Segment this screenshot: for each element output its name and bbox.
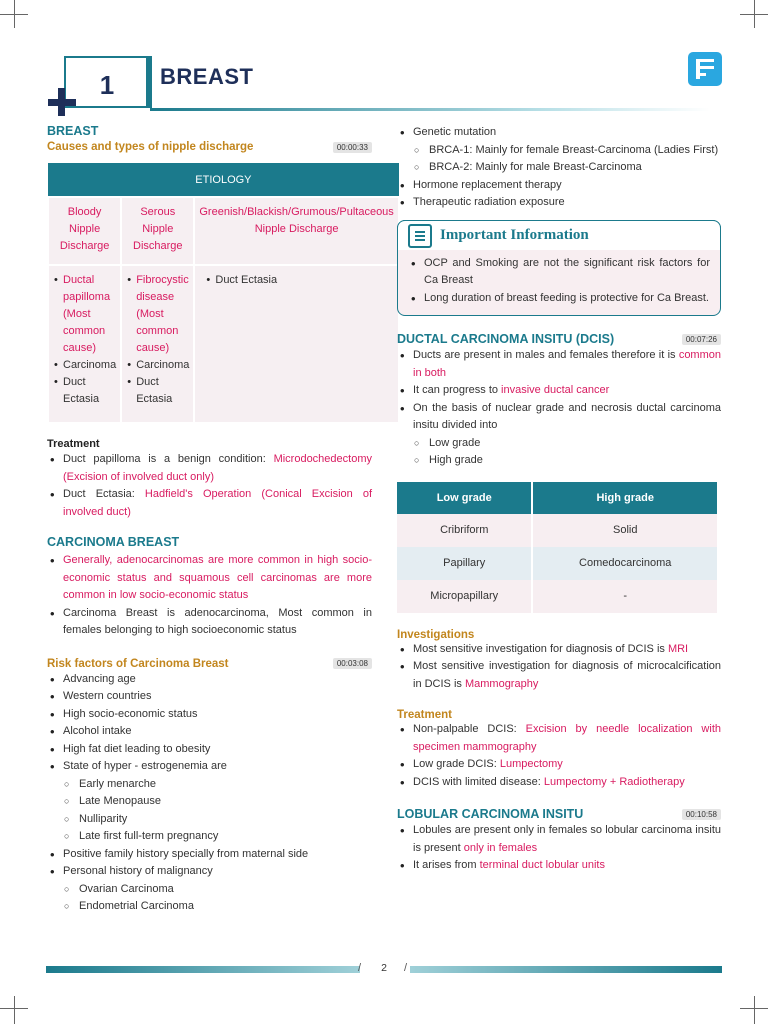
video-timestamp[interactable]: 00:07:26 bbox=[682, 334, 721, 345]
list-item: • Advancing age bbox=[47, 671, 372, 689]
footer-slash: / bbox=[404, 962, 408, 974]
list-item: • Personal history of malignancy bbox=[47, 863, 372, 881]
list-item: • Duct papilloma is a benign condition: Microdochedectomy (Excision of involved duct only) bbox=[47, 451, 372, 486]
list-item: • Carcinoma bbox=[53, 357, 116, 374]
list-item: • Non-palpable DCIS: Excision by needle localization with specimen mammography bbox=[397, 721, 721, 756]
section-title: CARCINOMA BREAST bbox=[47, 535, 180, 549]
publisher-logo-icon bbox=[688, 52, 722, 86]
column-header: High grade bbox=[532, 482, 718, 514]
sub-list-item: ○ BRCA-2: Mainly for male Breast-Carcinoma bbox=[397, 159, 721, 177]
subsection-title: Investigations bbox=[397, 628, 475, 641]
sub-list-item: ○ Late Menopause bbox=[47, 793, 372, 811]
list-item: • Long duration of breast feeding is protective for Ca Breast. bbox=[408, 290, 710, 308]
footer-slash: / bbox=[358, 962, 362, 974]
table-cell bbox=[48, 265, 121, 423]
list-item: • High socio-economic status bbox=[47, 706, 372, 724]
list-item: • Most sensitive investigation for diagnosis of DCIS is MRI bbox=[397, 641, 721, 659]
list-item: • Therapeutic radiation exposure bbox=[397, 194, 721, 212]
list-item: • Generally, adenocarcinomas are more common in high socio-economic status and squamous cell carcinomas are more common in low socio-economic status bbox=[47, 552, 372, 605]
list-item: • OCP and Smoking are not the significant risk factors for Ca Breast bbox=[408, 255, 710, 290]
list-item: • Most sensitive investigation for diagnosis of microcalcification in DCIS is Mammography bbox=[397, 658, 721, 693]
column-title: Greenish/Blackish/Grumous/Pultaceous Nipple Discharge bbox=[194, 197, 398, 265]
table-cell: Micropapillary bbox=[397, 580, 532, 613]
sub-list-item: ○ Late first full-term pregnancy bbox=[47, 828, 372, 846]
table-cell bbox=[121, 265, 194, 423]
list-item: • On the basis of nuclear grade and necrosis ductal carcinoma insitu divided into bbox=[397, 400, 721, 435]
table-cell: Solid bbox=[532, 514, 718, 547]
list-item: • Ducts are present in males and females therefore it is common in both bbox=[397, 347, 721, 382]
sub-list-item: ○ Ovarian Carcinoma bbox=[47, 881, 372, 899]
list-item: • Alcohol intake bbox=[47, 723, 372, 741]
list-item: • Positive family history specially from maternal side bbox=[47, 846, 372, 864]
chapter-number: 1 bbox=[99, 70, 115, 100]
left-column bbox=[47, 124, 394, 916]
list-item: • It arises from terminal duct lobular units bbox=[397, 857, 721, 875]
table-cell bbox=[194, 265, 398, 423]
subsection-title: Risk factors of Carcinoma Breast bbox=[47, 657, 229, 670]
footer-bar bbox=[46, 966, 360, 973]
sub-list-item: ○ Endometrial Carcinoma bbox=[47, 898, 372, 916]
list-item: • Duct Ectasia: Hadfield's Operation (Conical Excision of involved duct) bbox=[47, 486, 372, 521]
column-header: Low grade bbox=[397, 482, 532, 514]
list-item: • Duct Ectasia bbox=[53, 374, 116, 408]
column-title: Bloody Nipple Discharge bbox=[48, 197, 121, 265]
chapter-title: BREAST bbox=[160, 64, 254, 89]
sub-list-item: ○ High grade bbox=[397, 452, 721, 470]
important-info-box bbox=[397, 220, 721, 317]
section-title: BREAST bbox=[47, 124, 99, 138]
section-title: LOBULAR CARCINOMA INSITU bbox=[397, 807, 584, 821]
list-item: • Carcinoma bbox=[126, 357, 189, 374]
dcis-grade-table bbox=[397, 482, 719, 613]
video-timestamp[interactable]: 00:03:08 bbox=[333, 658, 372, 669]
video-timestamp[interactable]: 00:00:33 bbox=[333, 142, 372, 153]
list-item: • State of hyper - estrogenemia are bbox=[47, 758, 372, 776]
list-item: • Carcinoma Breast is adenocarcinoma, Most common in females belonging to high socioeconomic status bbox=[47, 605, 372, 640]
list-item: • It can progress to invasive ductal cancer bbox=[397, 382, 721, 400]
list-item: • Genetic mutation bbox=[397, 124, 721, 142]
crop-mark bbox=[14, 0, 15, 28]
video-timestamp[interactable]: 00:10:58 bbox=[682, 809, 721, 820]
right-column bbox=[397, 124, 721, 875]
crop-mark bbox=[754, 996, 755, 1024]
list-item: • Lobules are present only in females so lobular carcinoma insitu is present only in females bbox=[397, 822, 721, 857]
list-item: • Western countries bbox=[47, 688, 372, 706]
table-row bbox=[397, 514, 718, 547]
list-item: • Hormone replacement therapy bbox=[397, 177, 721, 195]
sub-list-item: ○ Early menarche bbox=[47, 776, 372, 794]
treatment-heading: Treatment bbox=[47, 438, 100, 450]
table-header: ETIOLOGY bbox=[48, 163, 399, 197]
list-item: • Duct Ectasia bbox=[126, 374, 189, 408]
important-info-title: Important Information bbox=[440, 226, 589, 243]
list-item: • Duct Ectasia bbox=[205, 272, 393, 289]
column-title: Serous Nipple Discharge bbox=[121, 197, 194, 265]
list-item: • Fibrocystic disease (Most common cause) bbox=[126, 272, 189, 357]
etiology-table bbox=[47, 163, 400, 424]
plus-icon bbox=[48, 88, 78, 118]
table-cell: Cribriform bbox=[397, 514, 532, 547]
header-rule bbox=[150, 108, 710, 111]
chapter-header bbox=[46, 48, 746, 118]
subsection-title: Causes and types of nipple discharge bbox=[47, 141, 254, 153]
sub-list-item: ○ Low grade bbox=[397, 435, 721, 453]
page-footer bbox=[46, 962, 722, 978]
footer-bar bbox=[410, 966, 722, 973]
table-cell: - bbox=[532, 580, 718, 613]
table-row bbox=[397, 547, 718, 580]
page-number: 2 bbox=[381, 962, 387, 974]
list-item: • Low grade DCIS: Lumpectomy bbox=[397, 756, 721, 774]
table-cell: Papillary bbox=[397, 547, 532, 580]
clipboard-icon bbox=[408, 224, 432, 248]
section-title: DUCTAL CARCINOMA INSITU (DCIS) bbox=[397, 332, 615, 346]
sub-list-item: ○ Nulliparity bbox=[47, 811, 372, 829]
crop-mark bbox=[754, 0, 755, 28]
list-item: • Ductal papilloma (Most common cause) bbox=[53, 272, 116, 357]
table-row bbox=[397, 580, 718, 613]
table-cell: Comedocarcinoma bbox=[532, 547, 718, 580]
sub-list-item: ○ BRCA-1: Mainly for female Breast-Carcinoma (Ladies First) bbox=[397, 142, 721, 160]
list-item: • High fat diet leading to obesity bbox=[47, 741, 372, 759]
list-item: • DCIS with limited disease: Lumpectomy + Radiotherapy bbox=[397, 774, 721, 792]
crop-mark bbox=[14, 996, 15, 1024]
subsection-title: Treatment bbox=[397, 709, 452, 721]
